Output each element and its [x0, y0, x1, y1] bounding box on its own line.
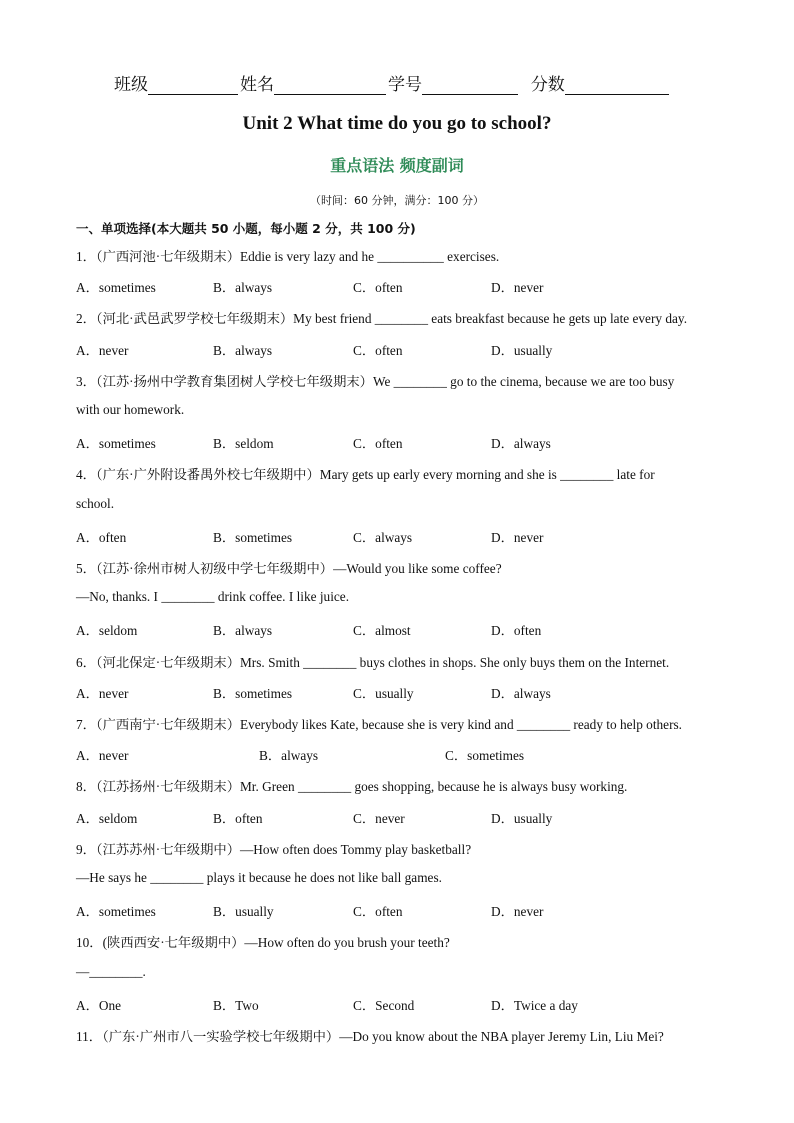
name-blank — [274, 77, 386, 95]
answer-option: D．Twice a day — [491, 997, 578, 1013]
question-stem: 10．(陕西西安·七年级期中）—How often do you brush your teeth? — [76, 935, 450, 951]
score-label: 分数 — [530, 75, 565, 95]
section-heading: 一、单项选择(本大题共 50 小题，每小题 2 分，共 100 分) — [76, 221, 416, 236]
question-stem: 11．（广东·广州市八一实验学校七年级期中）—Do you know about the NBA player Jeremy Lin, Liu Mei? — [76, 1029, 664, 1044]
class-blank — [148, 77, 238, 95]
worksheet-subtitle: 重点语法 频度副词 — [330, 156, 464, 175]
answer-option: C．always — [353, 529, 413, 545]
answer-option: B．seldom — [213, 436, 274, 452]
answer-option: A．sometimes — [76, 904, 156, 920]
answer-option: D．always — [491, 436, 551, 452]
answer-option: A．seldom — [76, 623, 138, 639]
answer-option: A．never — [76, 685, 129, 701]
answer-option: A．never — [76, 342, 129, 358]
question-stem: 7．（广西南宁·七年级期末）Everybody likes Kate, because she is very kind and ________ ready to help others. — [76, 717, 682, 732]
id-label: 学号 — [388, 75, 422, 95]
answer-option: C．Second — [353, 997, 415, 1013]
question-stem: 1．（广西河池·七年级期末）Eddie is very lazy and he __________ exercises. — [76, 249, 500, 264]
id-blank — [422, 77, 518, 95]
answer-option: C．often — [353, 280, 403, 296]
answer-option: D．never — [491, 904, 544, 920]
answer-option: D．always — [491, 685, 551, 701]
answer-option: D．usually — [491, 342, 553, 358]
answer-option: B．always — [213, 342, 273, 358]
answer-option: C．never — [353, 810, 405, 826]
question-stem-continued: —________. — [76, 963, 146, 979]
answer-option: B．always — [259, 748, 319, 764]
answer-option: B．always — [213, 280, 273, 296]
name-label: 姓名 — [240, 75, 274, 95]
answer-option: B．sometimes — [213, 685, 293, 701]
answer-option: A．sometimes — [76, 280, 156, 296]
answer-option: C．sometimes — [445, 748, 525, 764]
answer-option: B．often — [213, 810, 263, 826]
answer-option: A．often — [76, 529, 127, 545]
question-stem: 5．（江苏·徐州市树人初级中学七年级期中）—Would you like some coffee? — [76, 561, 502, 576]
question-stem: 4．（广东·广外附设番禺外校七年级期中）Mary gets up early every morning and she is ________ late for — [76, 467, 655, 483]
answer-option: D．never — [491, 280, 544, 296]
answer-option: C．almost — [353, 623, 411, 639]
answer-option: D．often — [491, 623, 542, 639]
question-stem: 6．（河北保定·七年级期末）Mrs. Smith ________ buys clothes in shops. She only buys them on the Internet. — [76, 654, 670, 670]
answer-option: D．usually — [491, 810, 553, 826]
time-and-score-info: （时间：60 分钟，满分：100 分） — [310, 194, 484, 207]
question-stem: 3．（江苏·扬州中学教育集团树人学校七年级期末）We ________ go to the cinema, because we are too busy — [76, 373, 675, 389]
answer-option: B．Two — [213, 997, 259, 1013]
answer-option: B．sometimes — [213, 529, 293, 545]
question-stem-continued: school. — [76, 495, 115, 511]
question-stem-continued: —No, thanks. I ________ drink coffee. I like juice. — [76, 589, 350, 605]
worksheet-title: Unit 2 What time do you go to school? — [242, 113, 552, 134]
answer-option: C．usually — [353, 685, 414, 701]
score-blank — [565, 77, 669, 95]
answer-option: C．often — [353, 436, 403, 452]
answer-option: C．often — [353, 342, 403, 358]
question-stem: 2．（河北·武邑武罗学校七年级期末）My best friend ________ eats breakfast because he gets up late every day. — [76, 311, 688, 327]
answer-option: A．seldom — [76, 810, 138, 826]
answer-option: A．One — [76, 997, 122, 1013]
class-label: 班级 — [114, 75, 148, 95]
question-stem-continued: —He says he ________ plays it because he does not like ball games. — [76, 870, 442, 885]
answer-option: C．often — [353, 904, 403, 920]
answer-option: B．usually — [213, 904, 274, 920]
question-stem-continued: with our homework. — [76, 402, 185, 417]
answer-option: B．always — [213, 623, 273, 639]
student-info-line — [114, 70, 671, 95]
question-stem: 8．（江苏扬州·七年级期末）Mr. Green ________ goes shopping, because he is always busy working. — [76, 779, 628, 795]
question-stem: 9．（江苏苏州·七年级期中）—How often does Tommy play basketball? — [76, 841, 472, 857]
answer-option: A．never — [76, 748, 129, 764]
answer-option: A．sometimes — [76, 436, 156, 452]
answer-option: D．never — [491, 529, 544, 545]
